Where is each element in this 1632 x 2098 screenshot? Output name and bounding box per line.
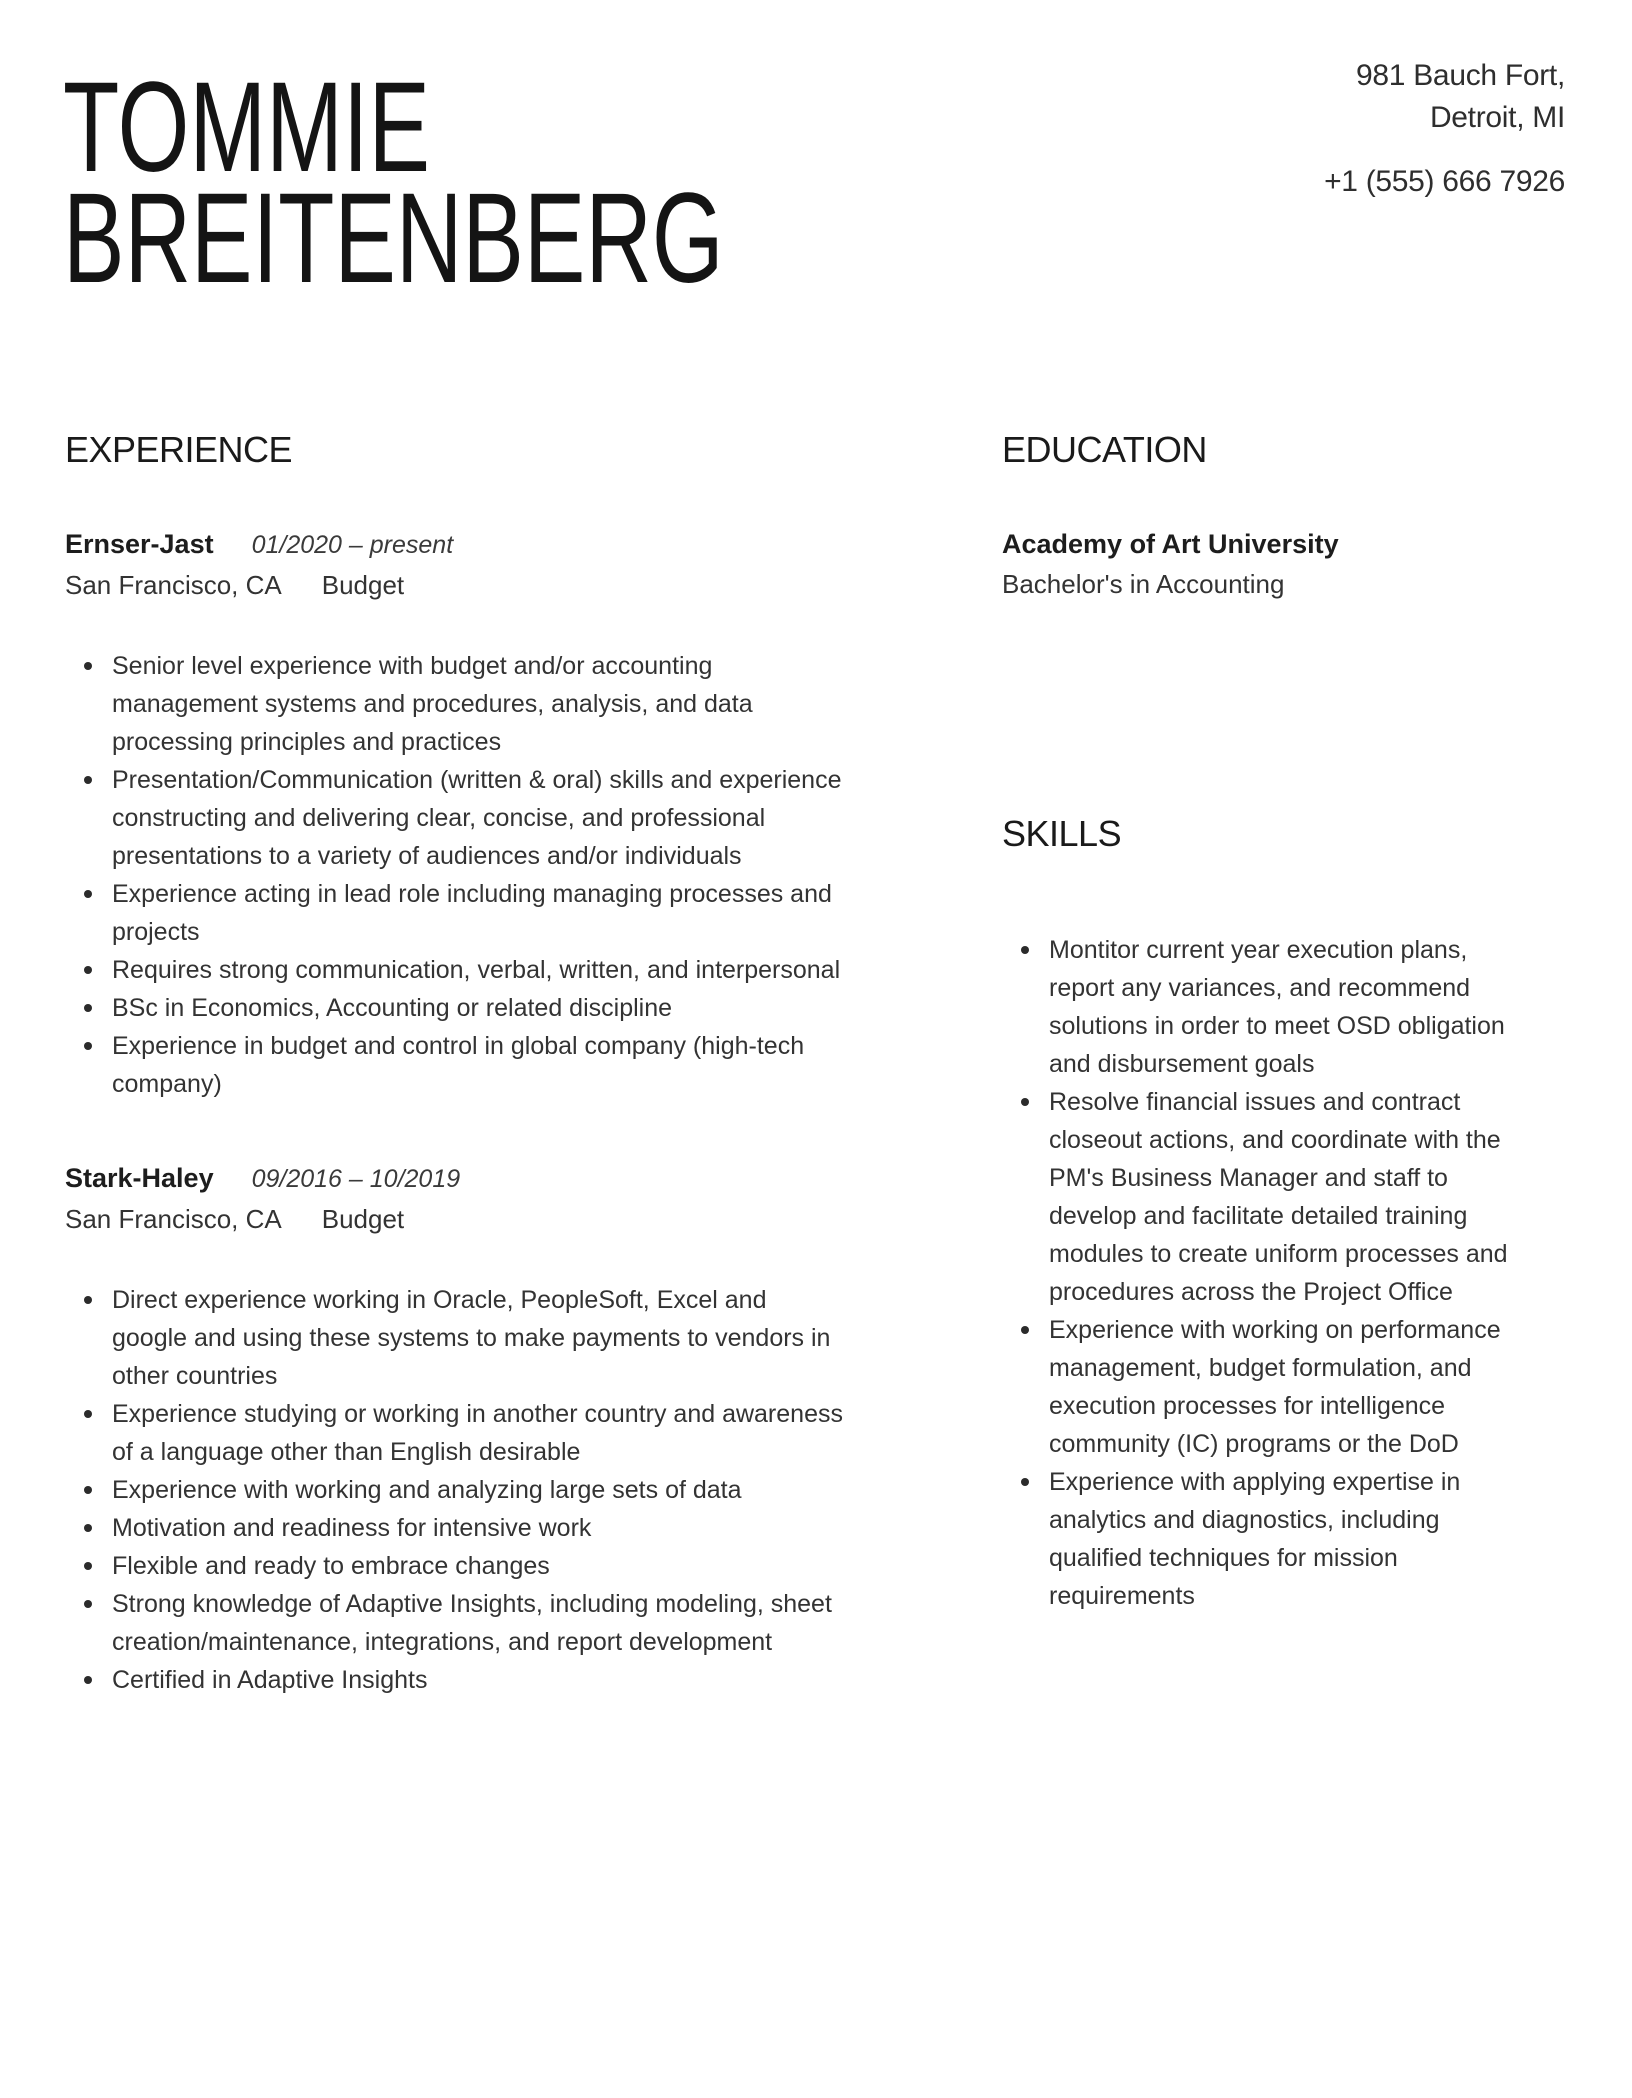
bullet-item: Resolve financial issues and contract closeout actions, and coordinate with the PM's Business Manager and staff to develop and facilitate detailed training modules to create uniform processes and procedures across the Project Office <box>1002 1083 1534 1311</box>
bullet-item: Flexible and ready to embrace changes <box>65 1547 845 1585</box>
bullet-item: Experience studying or working in another country and awareness of a language other than English desirable <box>65 1395 845 1471</box>
bullet-item: Experience with working on performance management, budget formulation, and execution processes for intelligence community (IC) programs or the DoD <box>1002 1311 1534 1463</box>
job-meta-row <box>65 565 940 605</box>
contact-address-line1: 981 Bauch Fort, <box>1356 59 1565 92</box>
resume-header <box>0 0 1632 310</box>
candidate-first-name: TOMMIE <box>63 56 430 199</box>
job-title-row <box>65 1158 940 1199</box>
job-department: Budget <box>321 570 405 600</box>
education-skills-column <box>1002 429 1565 1699</box>
job-bullet-list <box>65 647 845 1103</box>
bullet-item: Presentation/Communication (written & oral) skills and experience constructing and delivering clear, concise, and professional presentations to a variety of audiences and/or individuals <box>65 761 845 875</box>
bullet-item: Requires strong communication, verbal, written, and interpersonal <box>65 951 845 989</box>
bullet-item: Senior level experience with budget and/or accounting management systems and procedures, analysis, and data processing principles and practices <box>65 647 845 761</box>
degree-name: Bachelor's in Accounting <box>1002 569 1285 599</box>
job-meta-row <box>65 1199 940 1239</box>
bullet-item: BSc in Economics, Accounting or related discipline <box>65 989 845 1027</box>
job-dates: 09/2016 – 10/2019 <box>251 1165 461 1193</box>
company-name: Ernser-Jast <box>65 529 214 559</box>
bullet-item: Experience with working and analyzing large sets of data <box>65 1471 845 1509</box>
bullet-item: Certified in Adaptive Insights <box>65 1661 845 1699</box>
job-location: San Francisco, CA <box>65 1204 282 1234</box>
contact-address-line2: Detroit, MI <box>1429 101 1565 134</box>
job-department: Budget <box>321 1204 405 1234</box>
experience-heading: EXPERIENCE <box>65 429 293 470</box>
job-entry-ernser-jast <box>65 524 940 1103</box>
job-entry-stark-haley <box>65 1158 940 1699</box>
experience-column <box>65 429 940 1699</box>
candidate-name <box>63 56 724 310</box>
school-name: Academy of Art University <box>1002 529 1339 559</box>
bullet-item: Strong knowledge of Adaptive Insights, including modeling, sheet creation/maintenance, integrations, and report development <box>65 1585 845 1661</box>
skills-heading: SKILLS <box>1002 813 1122 854</box>
contact-phone: +1 (555) 666 7926 <box>1324 165 1565 198</box>
bullet-item: Experience acting in lead role including managing processes and projects <box>65 875 845 951</box>
skills-section <box>1002 813 1565 1615</box>
job-title-row <box>65 524 940 565</box>
bullet-item: Experience in budget and control in global company (high-tech company) <box>65 1027 845 1103</box>
skills-bullet-list <box>1002 931 1534 1615</box>
education-heading: EDUCATION <box>1002 429 1207 470</box>
contact-block <box>1324 55 1565 203</box>
bullet-item: Montitor current year execution plans, report any variances, and recommend solutions in order to meet OSD obligation and disbursement goals <box>1002 931 1534 1083</box>
company-name: Stark-Haley <box>65 1163 214 1193</box>
bullet-item: Experience with applying expertise in analytics and diagnostics, including qualified techniques for mission requirements <box>1002 1463 1534 1615</box>
bullet-item: Direct experience working in Oracle, PeopleSoft, Excel and google and using these systems to make payments to vendors in other countries <box>65 1281 845 1395</box>
job-location: San Francisco, CA <box>65 570 282 600</box>
candidate-last-name: BREITENBERG <box>63 167 724 310</box>
content-columns <box>0 429 1632 1699</box>
job-dates: 01/2020 – present <box>251 531 454 559</box>
bullet-item: Motivation and readiness for intensive work <box>65 1509 845 1547</box>
education-section <box>1002 429 1565 604</box>
job-bullet-list <box>65 1281 845 1699</box>
